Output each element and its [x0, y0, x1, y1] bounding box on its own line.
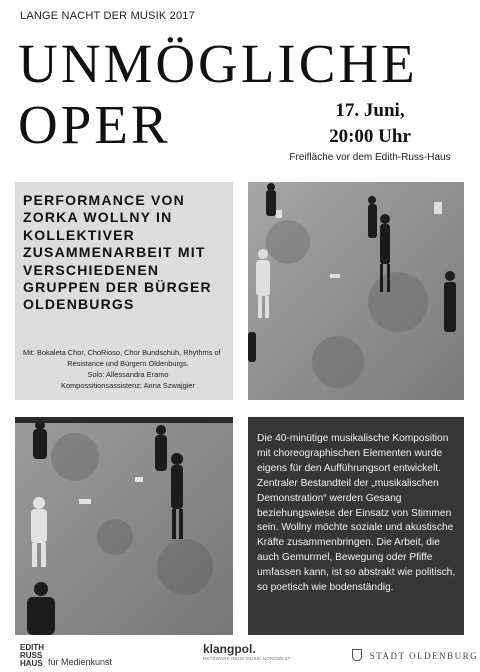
- event-series-label: LANGE NACHT DER MUSIK 2017: [20, 10, 195, 22]
- edith-line-1: EDITH: [20, 643, 44, 652]
- event-time: 20:00 Uhr: [329, 125, 411, 147]
- event-datetime: [300, 98, 440, 149]
- event-date: 17. Juni,: [335, 100, 405, 121]
- klangpol-logo: [203, 642, 291, 661]
- credits-line-4: Kompossitionsassistenz: Anna Szwajgier: [61, 381, 195, 390]
- performance-photo-top: [248, 182, 464, 400]
- city-name: STADT OLDENBURG: [369, 651, 479, 661]
- klangpol-tagline: NETZWERK NEUE MUSIK NORDWEST: [203, 656, 291, 661]
- edith-line-2: RUSS: [20, 651, 43, 660]
- credits-line-3: Solo: Allessandra Eramo: [87, 370, 169, 379]
- performance-heading: PERFORMANCE VON ZORKA WOLLNY IN KOLLEKTIVER ZUSAMMENARBEIT MIT VERSCHIEDENEN GRUPPEN DER BÜRGER OLDENBURGS: [23, 192, 212, 313]
- city-crest-icon: [352, 649, 362, 661]
- performance-photo-bottom: [15, 417, 233, 635]
- credits-line-1: Mit: Bokaleta Chor, ChoRioso, Chor Bundschuh, Rhythms of: [23, 348, 221, 357]
- performance-credits: [23, 347, 233, 391]
- credits-line-2: Resistance und Bürgern Oldenburgs.: [67, 359, 189, 368]
- description-box: [248, 417, 464, 635]
- edith-line-3: HAUS: [20, 659, 43, 668]
- performance-info-box: [15, 182, 233, 400]
- edith-russ-haus-logo: [20, 643, 113, 668]
- photo-bottom-illustration: [15, 417, 233, 635]
- description-text: Die 40-minütige musikalische Komposition mit choreographischen Elementen wurde eigens für den Aufführungsort entwickelt. Zentraler Bestandteil der „musikalischen Demonstration“ werden Gesang beziehungswiese der Einsatz von Stimmen sein. Wollny möchte soziale und akustische Kräfte zusammenbringen. Die Arbeit, die auch Gemurmel, Bewegung oder Pfiffe umfassen kann, ist so abstrakt wie politisch, so poetisch wie bodenständig.: [257, 433, 456, 594]
- klangpol-name: klangpol.: [203, 642, 256, 656]
- title-line-1: UNMÖGLICHE: [18, 33, 418, 94]
- title-line-2: OPER: [18, 94, 171, 155]
- edith-suffix: für Medienkunst: [48, 657, 113, 667]
- footer-logos: [0, 636, 480, 672]
- stadt-oldenburg-logo: [352, 649, 478, 661]
- photo-top-illustration: [248, 182, 464, 400]
- event-location: Freifläche vor dem Edith-Russ-Haus: [289, 152, 451, 163]
